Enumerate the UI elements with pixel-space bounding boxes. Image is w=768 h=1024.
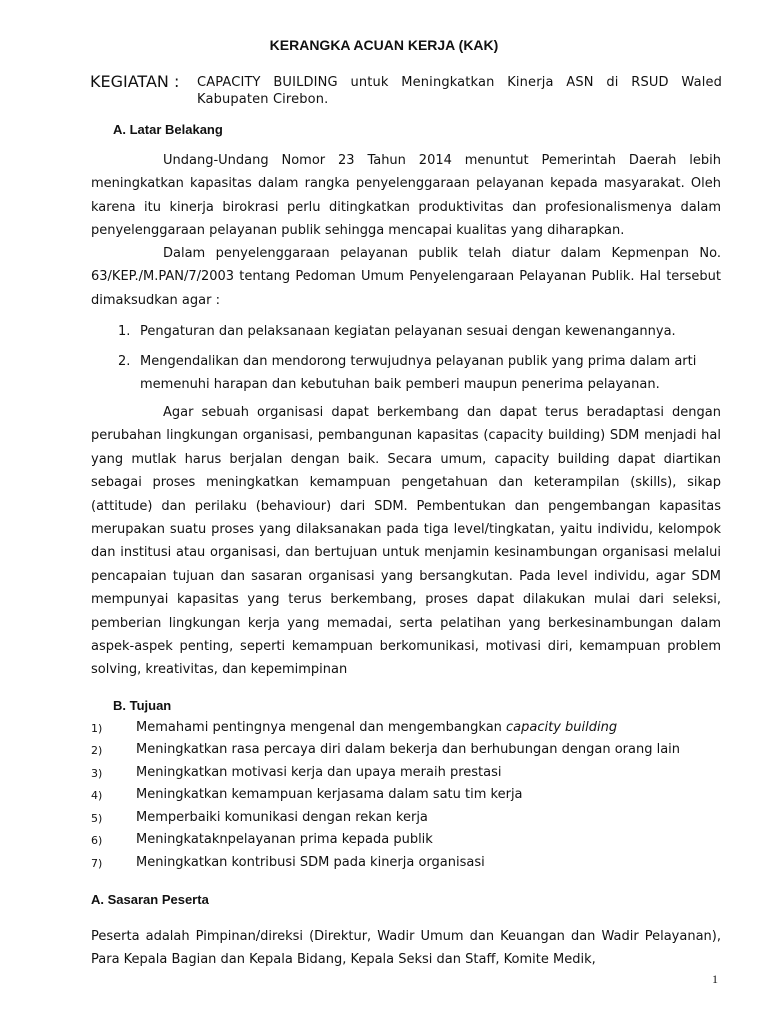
paragraph-text: Agar sebuah organisasi dapat berkembang dan dapat terus beradaptasi dengan perubahan lingkungan organisasi, pembangunan kapasitas (capacity building) SDM menjadi hal yang mutlak harus berjalan dengan baik. Secara umum, capacity building dapat diartikan sebagai proses meningkatkan kemampuan pengetahuan dan keterampilan (skills), sikap (attitude) dan perilaku (behaviour) dari SDM. Pembentukan dan pengembangan kapasitas merupakan suatu proses yang dilaksanakan pada tiga level/tingkatan, yaitu individu, kelompok dan institusi atau organisasi, dan bertujuan untuk menjamin kesinambungan organisasi melalui pencapaian tujuan dan sasaran organisasi yang bersangkutan. Pada level individu, agar SDM mempunyai kapasitas yang terus berkembang, proses dapat dilakukan mulai dari seleksi, pemberian lingkungan kerja yang memadai, serta pelatihan yang berkesinambungan dalam aspek-aspek penting, seperti kemampuan berkomunikasi, motivasi diri, kemampuan problem solving, kreativitas, dan kepemimpinan <box>91 405 721 678</box>
list-text: Meningkatkan motivasi kerja dan upaya meraih prestasi <box>136 765 502 780</box>
paragraph-sasaran-peserta: Peserta adalah Pimpinan/direksi (Direktur, Wadir Umum dan Keuangan dan Wadir Pelayanan), Para Kepala Bagian dan Kepala Bidang, Kepala Seksi dan Staff, Komite Medik, <box>91 929 721 968</box>
list-text: Memperbaiki komunikasi dengan rekan kerja <box>136 810 428 825</box>
list-item <box>91 742 731 762</box>
document-title: KERANGKA ACUAN KERJA (KAK) <box>269 37 499 53</box>
list-number: 1) <box>91 722 103 735</box>
list-number: 2) <box>91 744 103 757</box>
section-heading-sasaran-peserta: A. Sasaran Peserta <box>91 892 209 907</box>
list-text: Meningkataknpelayanan prima kepada publik <box>136 832 433 847</box>
paragraph-latar-belakang-2 <box>91 242 721 312</box>
list-number: 1. <box>118 324 131 339</box>
paragraph-text: Dalam penyelenggaraan pelayanan publik telah diatur dalam Kepmenpan No. 63/KEP./M.PAN/7/2003 tentang Pedoman Umum Penyelengaraan Pelayanan Publik. Hal tersebut dimaksudkan agar : <box>91 246 721 308</box>
list-number: 3) <box>91 767 103 780</box>
kegiatan-label: KEGIATAN : <box>90 72 180 91</box>
list-text: Pengaturan dan pelaksanaan kegiatan pelayanan sesuai dengan kewenangannya. <box>140 324 676 339</box>
list-text <box>136 720 617 735</box>
list-text: Meningkatkan kontribusi SDM pada kinerja organisasi <box>136 855 485 870</box>
list-text: Mengendalikan dan mendorong terwujudnya pelayanan publik yang prima dalam arti <box>140 354 697 369</box>
list-item <box>91 787 731 807</box>
list-text-continued: memenuhi harapan dan kebutuhan baik pemberi maupun penerima pelayanan. <box>140 377 660 392</box>
kegiatan-value: CAPACITY BUILDING untuk Meningkatkan Kinerja ASN di RSUD Waled Kabupaten Cirebon. <box>197 75 722 107</box>
paragraph-text: Undang-Undang Nomor 23 Tahun 2014 menuntut Pemerintah Daerah lebih meningkatkan kapasitas dalam rangka penyelenggaraan pelayanan kepada masyarakat. Oleh karena itu kinerja birokrasi perlu ditingkatkan produktivitas dan profesionalismenya dalam penyelenggaraan pelayanan publik sehingga mencapai kualitas yang diharapkan. <box>91 153 721 239</box>
section-heading-tujuan: B. Tujuan <box>113 698 172 713</box>
list-text: Meningkatkan kemampuan kerjasama dalam satu tim kerja <box>136 787 523 802</box>
list-item <box>91 720 731 740</box>
list-number: 5) <box>91 812 103 825</box>
list-item <box>91 810 731 830</box>
list-number: 6) <box>91 834 103 847</box>
list-text-italic: capacity building <box>506 720 618 735</box>
paragraph-latar-belakang-1 <box>91 149 721 243</box>
list-number: 2. <box>118 354 131 369</box>
list-item <box>91 765 731 785</box>
list-item <box>91 832 731 852</box>
page-number: 1 <box>712 972 718 986</box>
section-heading-latar-belakang: A. Latar Belakang <box>113 122 223 137</box>
paragraph-latar-belakang-3 <box>91 401 721 682</box>
list-item <box>91 855 731 875</box>
list-number: 4) <box>91 789 103 802</box>
list-number: 7) <box>91 857 103 870</box>
list-text-plain: Memahami pentingnya mengenal dan mengembangkan <box>136 720 507 735</box>
list-text: Meningkatkan rasa percaya diri dalam bekerja dan berhubungan dengan orang lain <box>136 742 681 757</box>
